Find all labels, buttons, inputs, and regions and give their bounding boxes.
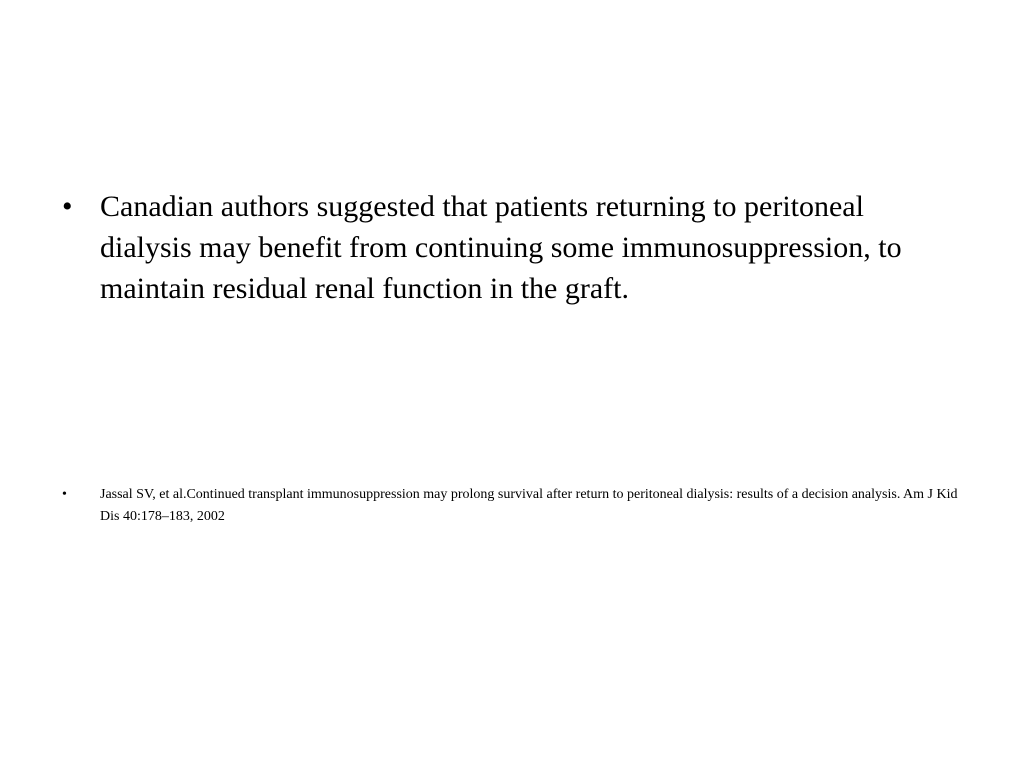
bullet-marker: • <box>62 487 67 502</box>
main-bullet-text: Canadian authors suggested that patients returning to peritoneal dialysis may benefit from continuing some immunosuppression, to maintain residual renal function in the graft. <box>100 190 902 305</box>
reference-bullet-item <box>62 484 967 528</box>
main-bullet-item <box>62 186 962 309</box>
reference-text: Jassal SV, et al.Continued transplant immunosuppression may prolong survival after return to peritoneal dialysis: results of a decision analysis. Am J Kid Dis 40:178–183, 2002 <box>100 487 958 524</box>
bullet-marker: • <box>62 190 73 223</box>
